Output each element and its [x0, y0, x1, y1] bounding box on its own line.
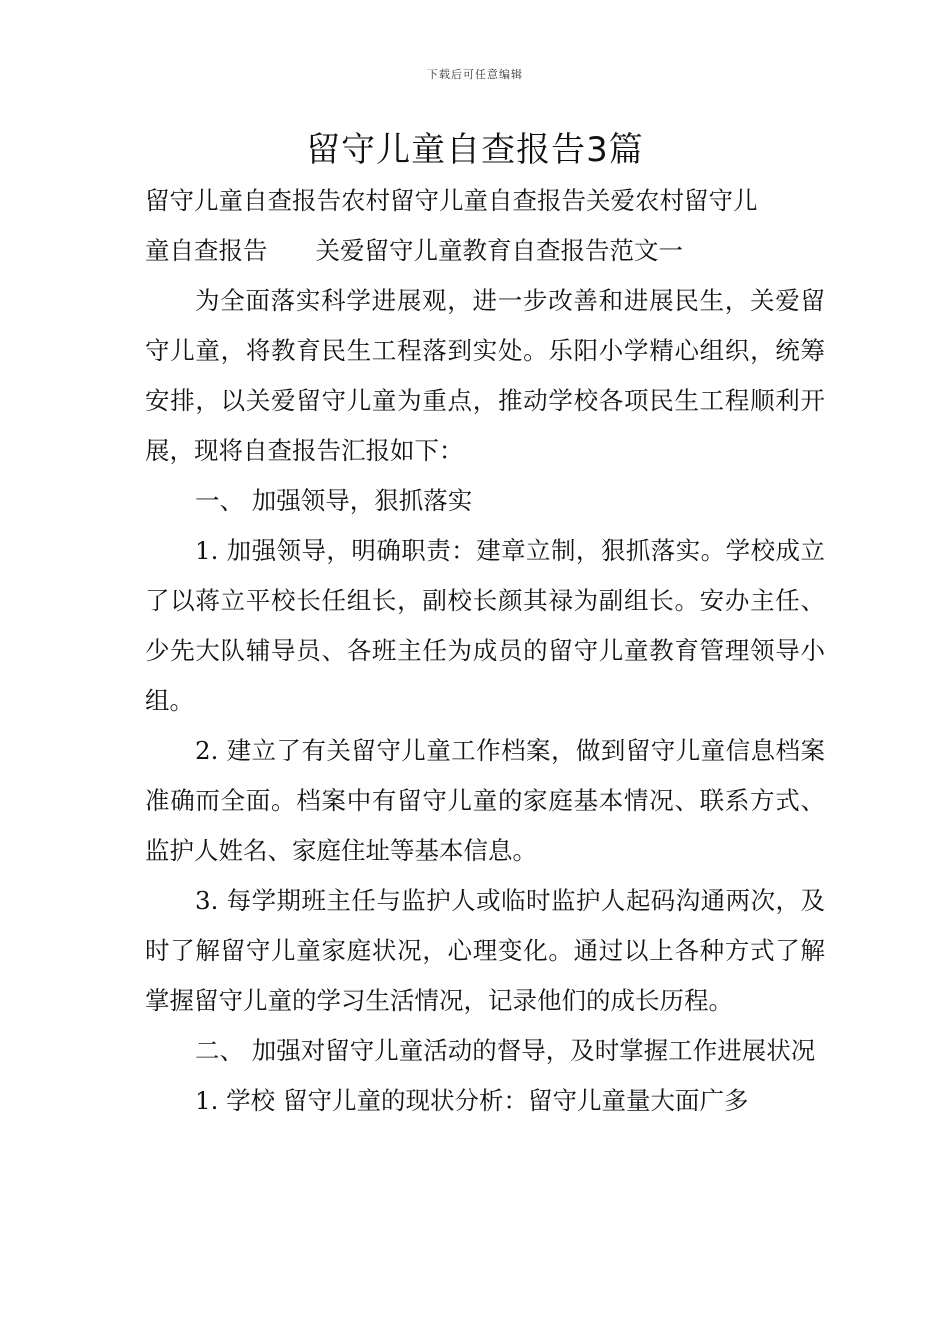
paragraph-intro: 为全面落实科学进展观，进一步改善和进展民生，关爱留守儿童，将教育民生工程落到实处。乐阳小学精心组织，统筹安排，以关爱留守儿童为重点，推动学校各项民生工程顺利开展，现将自查报告汇报如下：: [145, 286, 825, 465]
paragraph-item-1-1: 1. 加强领导，明确职责：建章立制，狠抓落实。学校成立了以蒋立平校长任组长，副校长颜其禄为副组长。安办主任、少先大队辅导员、各班主任为成员的留守儿童教育管理领导小组。: [145, 536, 825, 715]
subtitle-line-2-part-a: 童自查报告: [145, 236, 268, 265]
document-body: [145, 176, 825, 1126]
paragraph-item-2-1: 1. 学校 留守儿童的现状分析：留守儿童量大面广多: [195, 1086, 749, 1115]
section-heading-2: 二、 加强对留守儿童活动的督导，及时掌握工作进展状况: [195, 1036, 816, 1065]
paragraph-item-1-3: 3. 每学期班主任与监护人或临时监护人起码沟通两次，及时了解留守儿童家庭状况，心理变化。通过以上各种方式了解掌握留守儿童的学习生活情况，记录他们的成长历程。: [145, 886, 825, 1015]
subtitle-line-2-part-b: 关爱留守儿童教育自查报告范文一: [315, 236, 683, 265]
subtitle-line-1: 留守儿童自查报告农村留守儿童自查报告关爱农村留守儿: [145, 186, 758, 215]
paragraph-item-1-2: 2. 建立了有关留守儿童工作档案，做到留守儿童信息档案准确而全面。档案中有留守儿童的家庭基本情况、联系方式、监护人姓名、家庭住址等基本信息。: [145, 736, 825, 865]
section-heading-1: 一、 加强领导，狠抓落实: [195, 486, 473, 515]
header-note: 下载后可任意编辑: [427, 68, 523, 81]
subtitle-line-2: [145, 226, 825, 276]
document-title: 留守儿童自查报告3篇: [306, 130, 644, 170]
